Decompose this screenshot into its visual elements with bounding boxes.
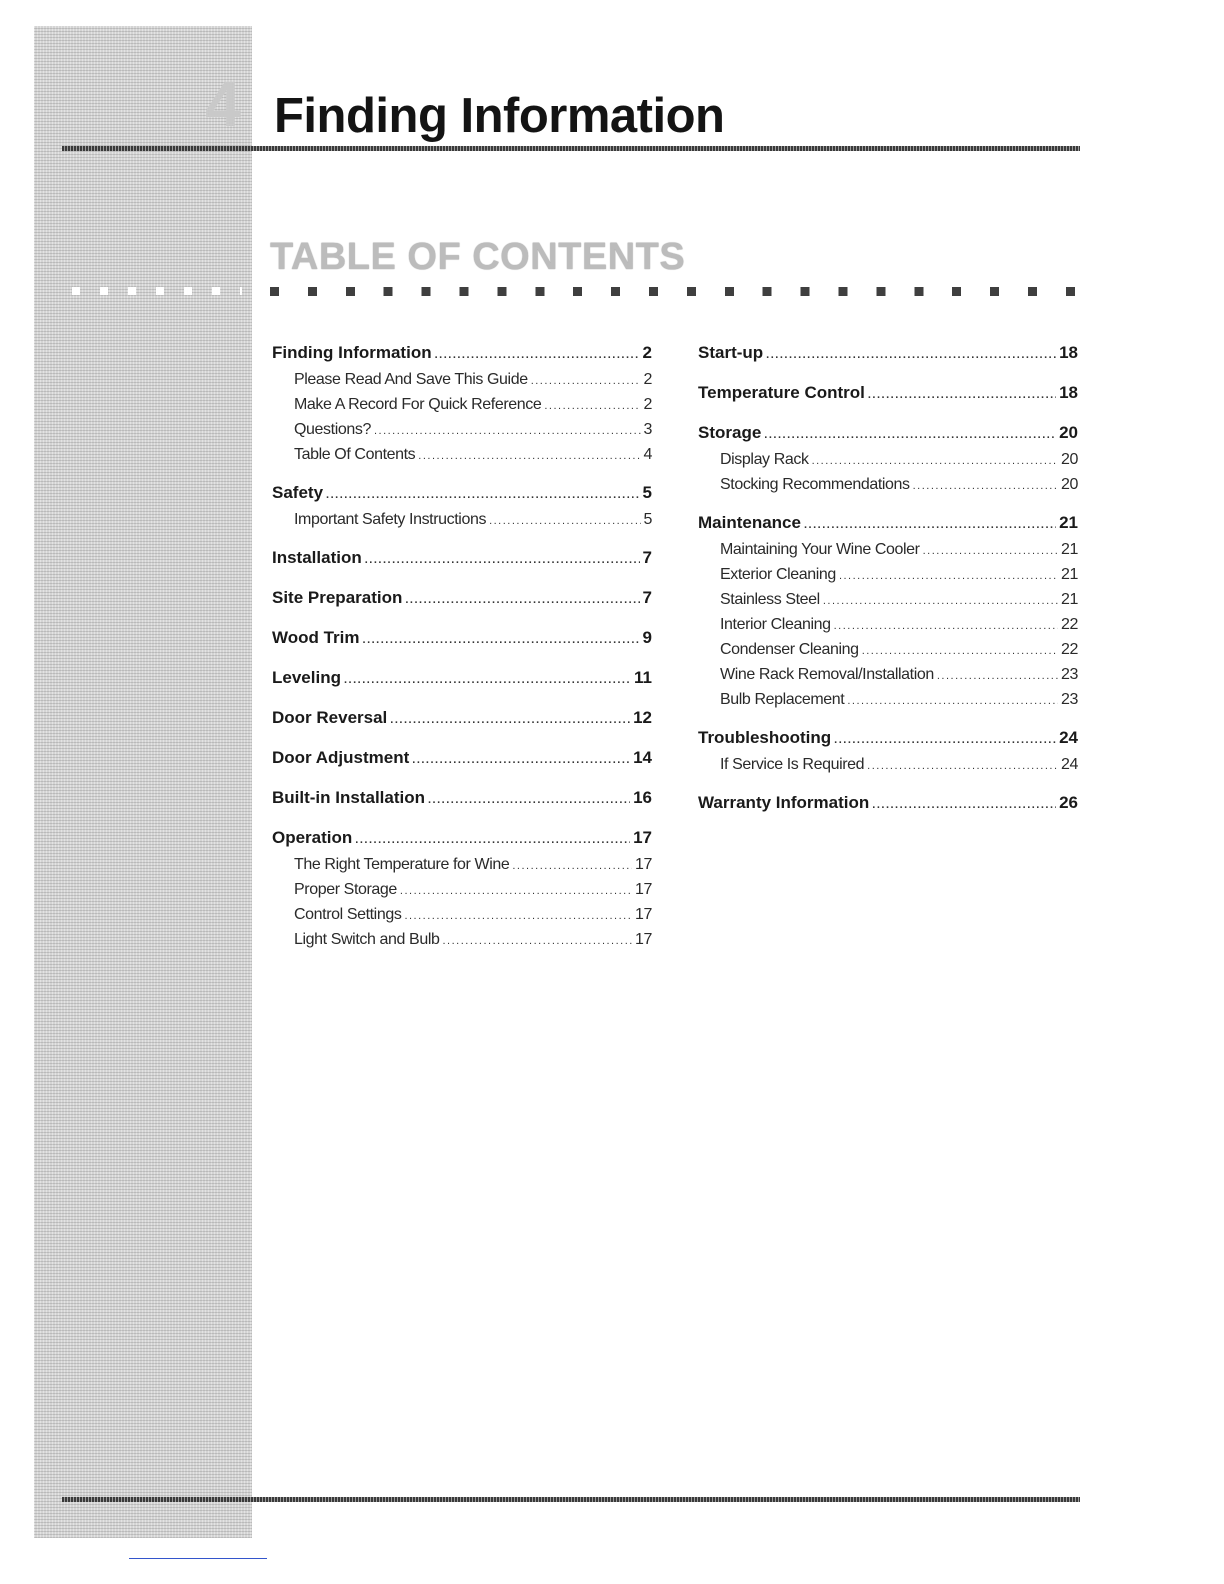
toc-entry-title: Site Preparation [272, 588, 403, 607]
toc-entry[interactable] [272, 785, 652, 813]
toc-page-number: 7 [642, 548, 652, 567]
toc-subentry[interactable] [698, 448, 1078, 473]
toc-entry[interactable] [272, 480, 652, 508]
toc-entry[interactable] [272, 585, 652, 613]
header-rule [62, 146, 1080, 151]
toc-entry-title: Exterior Cleaning [720, 566, 836, 583]
toc-entry-title: Warranty Information [698, 793, 870, 812]
toc-section [698, 420, 1078, 498]
toc-section [272, 585, 652, 613]
toc-right-column [698, 340, 1078, 830]
dot-leader [834, 727, 1056, 753]
footer-rule [62, 1497, 1080, 1502]
toc-entry-title: Maintaining Your Wine Cooler [720, 541, 920, 558]
toc-section [272, 745, 652, 773]
toc-page-number: 20 [1061, 451, 1078, 468]
dot-leader [834, 614, 1058, 638]
toc-page-number: 21 [1059, 513, 1078, 532]
toc-page-number: 17 [633, 828, 652, 847]
toc-page-number: 4 [643, 446, 652, 463]
toc-entry-title: Storage [698, 423, 762, 442]
toc-entry-title: The Right Temperature for Wine [294, 856, 510, 873]
toc-subentry[interactable] [272, 393, 652, 418]
toc-entry[interactable] [698, 790, 1078, 818]
toc-subentry[interactable] [698, 563, 1078, 588]
toc-entry[interactable] [272, 825, 652, 853]
toc-subentry[interactable] [272, 368, 652, 393]
toc-entry-title: Door Reversal [272, 708, 388, 727]
dot-leader [418, 444, 640, 468]
dot-leader [374, 419, 641, 443]
toc-dot-divider [270, 287, 1080, 296]
toc-subentry[interactable] [272, 418, 652, 443]
toc-subentry[interactable] [272, 443, 652, 468]
toc-entry-title: Control Settings [294, 906, 402, 923]
toc-entry[interactable] [272, 665, 652, 693]
toc-section [698, 380, 1078, 408]
toc-section [272, 545, 652, 573]
toc-entry-title: Operation [272, 828, 353, 847]
toc-entry-title: Installation [272, 548, 362, 567]
dot-leader [544, 394, 640, 418]
toc-page-number: 21 [1061, 566, 1078, 583]
toc-entry-title: Table Of Contents [294, 446, 416, 463]
toc-section [272, 340, 652, 468]
side-band [34, 26, 252, 1538]
toc-subentry[interactable] [698, 473, 1078, 498]
dot-leader [766, 342, 1056, 368]
toc-entry[interactable] [272, 340, 652, 368]
toc-entry-title: Interior Cleaning [720, 616, 831, 633]
toc-page-number: 12 [633, 708, 652, 727]
toc-page-number: 17 [635, 881, 652, 898]
toc-page-number: 23 [1061, 691, 1078, 708]
toc-subentry[interactable] [698, 638, 1078, 663]
toc-section [272, 705, 652, 733]
toc-section [698, 510, 1078, 713]
toc-entry-title: Important Safety Instructions [294, 511, 487, 528]
page-title: Finding Information [274, 89, 725, 143]
toc-page-number: 21 [1061, 541, 1078, 558]
toc-page-number: 9 [642, 628, 652, 647]
toc-page-number: 2 [643, 396, 652, 413]
toc-entry[interactable] [272, 705, 652, 733]
toc-entry[interactable] [272, 545, 652, 573]
dot-leader [804, 512, 1056, 538]
toc-page-number: 14 [633, 748, 652, 767]
toc-page-number: 5 [643, 511, 652, 528]
toc-entry-title: Finding Information [272, 343, 432, 362]
toc-page-number: 22 [1061, 616, 1078, 633]
toc-subentry[interactable] [698, 753, 1078, 778]
dot-leader [823, 589, 1058, 613]
toc-subentry[interactable] [272, 878, 652, 903]
toc-entry-title: Wine Rack Removal/Installation [720, 666, 934, 683]
footer-link-line [129, 1558, 267, 1559]
dot-leader [435, 342, 640, 368]
toc-page-number: 26 [1059, 793, 1078, 812]
dot-leader [847, 689, 1058, 713]
toc-left-column [272, 340, 652, 965]
side-dots-decoration [72, 287, 242, 295]
toc-entry-title: Condenser Cleaning [720, 641, 859, 658]
toc-entry-title: Wood Trim [272, 628, 360, 647]
toc-entry-title: Maintenance [698, 513, 801, 532]
dot-leader [868, 382, 1056, 408]
dot-leader [390, 707, 630, 733]
dot-leader [400, 879, 632, 903]
toc-subentry[interactable] [272, 508, 652, 533]
dot-leader [872, 792, 1056, 818]
toc-page-number: 18 [1059, 383, 1078, 402]
dot-leader [862, 639, 1058, 663]
toc-subentry[interactable] [698, 688, 1078, 713]
toc-page-number: 17 [635, 931, 652, 948]
toc-page-number: 24 [1061, 756, 1078, 773]
toc-page-number: 2 [642, 343, 652, 362]
toc-page-number: 5 [642, 483, 652, 502]
toc-page-number: 21 [1061, 591, 1078, 608]
dot-leader [326, 482, 640, 508]
toc-entry-title: Bulb Replacement [720, 691, 845, 708]
toc-page-number: 11 [634, 668, 652, 687]
toc-subentry[interactable] [698, 613, 1078, 638]
toc-entry-title: Proper Storage [294, 881, 397, 898]
toc-page-number: 18 [1059, 343, 1078, 362]
dot-leader [344, 667, 631, 693]
toc-entry[interactable] [698, 510, 1078, 538]
toc-page-number: 17 [635, 856, 652, 873]
toc-entry[interactable] [698, 420, 1078, 448]
toc-page-number: 20 [1061, 476, 1078, 493]
chapter-number: 4 [205, 68, 241, 140]
toc-entry-title: Please Read And Save This Guide [294, 371, 528, 388]
dot-leader [764, 422, 1056, 448]
toc-page-number: 3 [643, 421, 652, 438]
toc-subentry[interactable] [698, 663, 1078, 688]
toc-section [272, 625, 652, 653]
toc-entry-title: Built-in Installation [272, 788, 425, 807]
toc-section [698, 725, 1078, 778]
toc-entry-title: Stainless Steel [720, 591, 820, 608]
toc-entry-title: Temperature Control [698, 383, 865, 402]
toc-entry-title: Safety [272, 483, 324, 502]
toc-entry-title: Make A Record For Quick Reference [294, 396, 542, 413]
toc-entry-title: Display Rack [720, 451, 809, 468]
toc-entry-title: Troubleshooting [698, 728, 832, 747]
toc-subentry[interactable] [698, 588, 1078, 613]
dot-leader [365, 547, 640, 573]
dot-leader [531, 369, 641, 393]
dot-leader [489, 509, 640, 533]
toc-page-number: 20 [1059, 423, 1078, 442]
dot-leader [812, 449, 1058, 473]
toc-entry[interactable] [698, 380, 1078, 408]
toc-section [272, 785, 652, 813]
dot-leader [839, 564, 1058, 588]
toc-page-number: 16 [633, 788, 652, 807]
toc-section [698, 790, 1078, 818]
toc-subentry[interactable] [698, 538, 1078, 563]
toc-heading: TABLE OF CONTENTS [270, 236, 686, 278]
dot-leader [923, 539, 1058, 563]
toc-page-number: 23 [1061, 666, 1078, 683]
toc-page-number: 24 [1059, 728, 1078, 747]
toc-entry-title: Questions? [294, 421, 371, 438]
dot-leader [442, 929, 632, 953]
toc-entry[interactable] [272, 745, 652, 773]
toc-entry[interactable] [698, 725, 1078, 753]
toc-entry-title: If Service Is Required [720, 756, 865, 773]
dot-leader [913, 474, 1058, 498]
dot-leader [355, 827, 630, 853]
toc-subentry[interactable] [272, 853, 652, 878]
toc-entry[interactable] [272, 625, 652, 653]
toc-entry-title: Stocking Recommendations [720, 476, 910, 493]
toc-page-number: 2 [643, 371, 652, 388]
toc-section [272, 825, 652, 953]
dot-leader [428, 787, 630, 813]
toc-subentry[interactable] [272, 928, 652, 953]
dot-leader [512, 854, 632, 878]
toc-page-number: 7 [642, 588, 652, 607]
dot-leader [412, 747, 630, 773]
toc-page-number: 17 [635, 906, 652, 923]
toc-entry-title: Door Adjustment [272, 748, 410, 767]
dot-leader [404, 904, 632, 928]
toc-section [272, 480, 652, 533]
toc-entry-title: Leveling [272, 668, 341, 687]
toc-page-number: 22 [1061, 641, 1078, 658]
toc-subentry[interactable] [272, 903, 652, 928]
toc-entry-title: Light Switch and Bulb [294, 931, 440, 948]
toc-entry-title: Start-up [698, 343, 764, 362]
toc-entry[interactable] [698, 340, 1078, 368]
dot-leader [937, 664, 1058, 688]
dot-leader [405, 587, 639, 613]
toc-section [272, 665, 652, 693]
toc-section [698, 340, 1078, 368]
dot-leader [363, 627, 640, 653]
dot-leader [867, 754, 1058, 778]
